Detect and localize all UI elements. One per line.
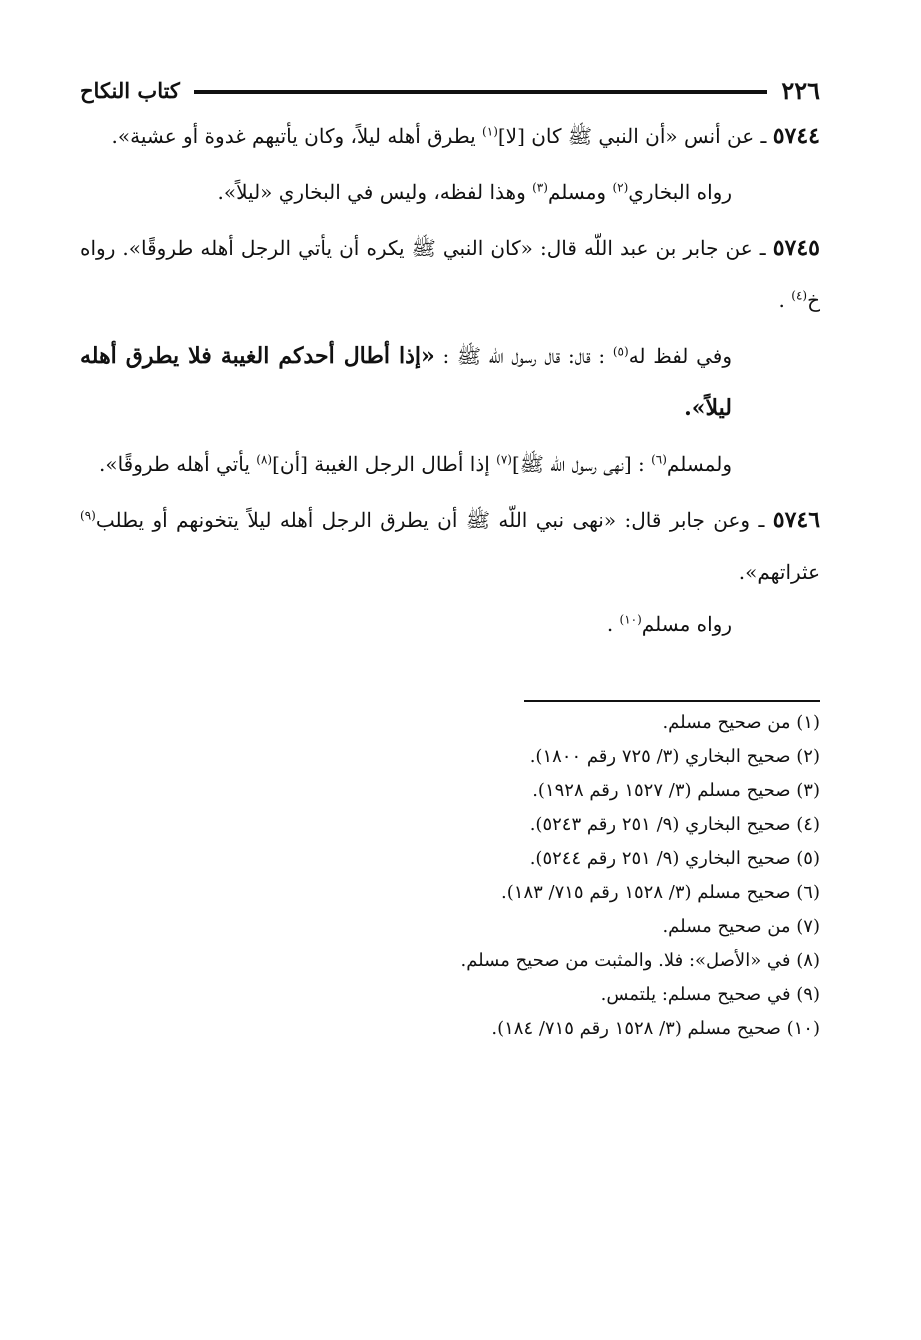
hadith-5744: [80, 110, 820, 162]
footnote-ref[interactable]: (٥): [612, 344, 629, 359]
footnote: (٦) صحيح مسلم (٣/ ١٥٢٨ رقم ٧١٥/ ١٨٣).: [501, 882, 820, 903]
footnote-ref[interactable]: (٤): [791, 288, 808, 303]
hadith-number: ٥٧٤٤: [772, 123, 820, 149]
lafz-text: وفي لفظ له: [628, 344, 732, 368]
footnote: (٥) صحيح البخاري (٩/ ٢٥١ رقم ٥٢٤٤).: [529, 848, 820, 869]
muslim-text: ولمسلم: [666, 452, 732, 476]
page: [80, 70, 820, 1046]
book-title: كتاب النكاح: [80, 77, 180, 103]
footnote-ref[interactable]: (١): [482, 124, 498, 139]
footnote-ref[interactable]: (٣): [532, 180, 548, 195]
footnote-ref[interactable]: (١٠): [619, 612, 642, 627]
footnote: (٤) صحيح البخاري (٩/ ٢٥١ رقم ٥٢٤٣).: [529, 814, 820, 835]
muslim-text: يأتي أهله طروقًا».: [98, 452, 257, 476]
hadith-text: يطرق أهله ليلاً، وكان يأتيهم غدوة أو عشية».: [111, 124, 483, 148]
footnote-separator: [524, 700, 820, 702]
riwaya-text: رواه البخاري: [628, 180, 732, 204]
footnote: (٨) في «الأصل»: فلا. والمثبت من صحيح مسلم.: [460, 950, 820, 971]
riwaya-text: وهذا لفظه، وليس في البخاري «ليلاً».: [217, 180, 533, 204]
page-header: [80, 70, 820, 110]
lafz-5745: [80, 330, 820, 434]
hadith-5745: [80, 222, 820, 326]
muslim-5745: [80, 438, 820, 490]
footnotes: [80, 706, 820, 1046]
page-number: ٢٢٦: [781, 75, 820, 105]
hadith-text: عثراتهم».: [738, 560, 820, 584]
footnote-ref[interactable]: (٧): [496, 452, 512, 467]
hadith-5746: [80, 494, 820, 598]
hadith-text: ـ عن أنس «أن النبي ﷺ كان [لا]: [497, 124, 767, 148]
riwaya-text: ومسلم: [547, 180, 613, 204]
muslim-text: إذا أطال الرجل الغيبة [أن]: [272, 452, 497, 476]
footnote: (٣) صحيح مسلم (٣/ ١٥٢٧ رقم ١٩٢٨).: [532, 780, 820, 801]
footnote: (٩) في صحيح مسلم: يلتمس.: [600, 984, 820, 1005]
footnote: (١٠) صحيح مسلم (٣/ ١٥٢٨ رقم ٧١٥/ ١٨٤).: [491, 1018, 820, 1039]
lafz-bold-text: «إذا أطال أحدكم الغيبة فلا يطرق أهله ليلاً».: [80, 343, 732, 421]
riwaya-5746: [80, 598, 820, 650]
footnote: (٢) صحيح البخاري (٣/ ٧٢٥ رقم ١٨٠٠).: [529, 746, 820, 767]
riwaya-5744: [80, 166, 820, 218]
lafz-text: : قال: قال رسول اللّه ﷺ :: [434, 344, 613, 368]
footnote-ref[interactable]: (٦): [651, 452, 667, 467]
riwaya-text: .: [606, 612, 620, 636]
footnote: (٧) من صحيح مسلم.: [662, 916, 820, 937]
footnote-ref[interactable]: (٢): [612, 180, 629, 195]
hadith-number: ٥٧٤٦: [772, 507, 821, 533]
riwaya-text: رواه مسلم: [641, 612, 732, 636]
hadith-text: ـ عن جابر بن عبد اللّه قال: «كان النبي ﷺ يكره أن يأتي الرجل أهله طروقًا». رواه خ: [80, 236, 820, 312]
footnote-ref[interactable]: (٩): [80, 508, 96, 523]
footnote: (١) من صحيح مسلم.: [662, 712, 820, 733]
footnote-ref[interactable]: (٨): [256, 452, 273, 467]
hadith-text: ـ وعن جابر قال: «نهى نبي اللّه ﷺ أن يطرق الرجل أهله ليلاً يتخونهم أو يطلب: [95, 508, 765, 532]
header-rule: [194, 90, 767, 94]
muslim-text: : [نهى رسول اللّه ﷺ]: [511, 452, 652, 476]
hadith-text: .: [778, 288, 792, 312]
hadith-number: ٥٧٤٥: [772, 235, 820, 261]
